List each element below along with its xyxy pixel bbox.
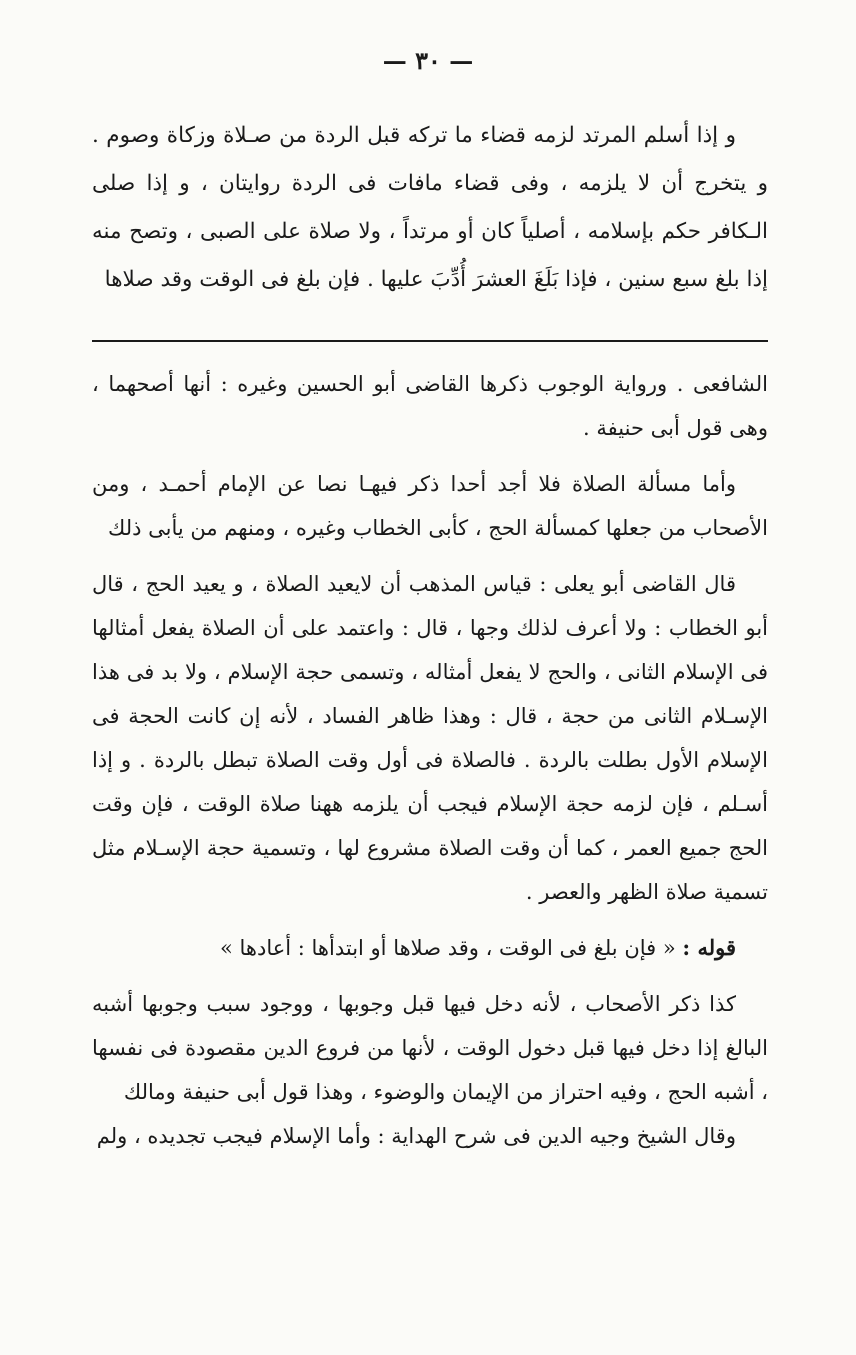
commentary-paragraph-3: قال القاضى أبو يعلى : قياس المذهب أن لايعيد الصلاة ، و يعيد الحج ، قال أبو الخطاب : ولا أعرف لذلك وجها ، قال : واعتمد على أن الصلاة يفعل أمثالها فى الإسلام الثانى ، والحج لا يفعل أمثاله ، وتسمى حجة الإسلام ، ولا بد فى هذا الإسـلام الثانى من حجة ، قال : وهذا ظاهر الفساد ، لأنه إن كانت الحجة فى الإسلام الأول بطلت بالردة . فالصلاة فى أول وقت الصلاة تبطل بالردة . و إذا أسـلم ، فإن لزمه حجة الإسلام فيجب أن يلزمه ههنا صلاة الوقت ، فإن وقت الحج جميع العمر ، كما أن وقت الصلاة مشروع لها ، وتسمية حجة الإسـلام مثل تسمية صلاة الظهر والعصر . [92, 572, 768, 904]
commentary-paragraph-1: الشافعى . ورواية الوجوب ذكرها القاضى أبو الحسين وغيره : أنها أصحهما ، وهى قول أبى حنيفة . [92, 372, 768, 440]
main-text-block [92, 112, 768, 304]
quote-label: قوله : [682, 935, 736, 960]
page-number: — ٣٠ — [382, 46, 474, 75]
commentary-block [92, 362, 768, 1158]
commentary-quote [92, 926, 768, 970]
quote-text: « فإن بلغ فى الوقت ، وقد صلاها أو ابتدأها : أعادها » [219, 936, 676, 960]
main-text-paragraph: و إذا أسلم المرتد لزمه قضاء ما تركه قبل الردة من صـلاة وزكاة وصوم . و يتخرج أن لا يلزمه ، وفى قضاء مافات فى الردة روايتان ، و إذا صلى الـكافر حكم بإسلامه ، أصلياً كان أو مرتداً ، ولا صلاة على الصبى ، وتصح منه إذا بلغ سبع سنين ، فإذا بَلَغَ العشرَ أُدِّبَ عليها . فإن بلغ فى الوقت وقد صلاها [92, 123, 768, 292]
commentary-paragraph-2: وأما مسألة الصلاة فلا أجد أحدا ذكر فيهـا نصا عن الإمام أحمـد ، ومن الأصحاب من جعلها كمسألة الحج ، كأبى الخطاب وغيره ، ومنهم من يأبى ذلك [92, 472, 768, 540]
commentary-paragraph-5: وقال الشيخ وجيه الدين فى شرح الهداية : وأما الإسلام فيجب تجديده ، ولم [96, 1124, 736, 1148]
commentary-paragraph-4: كذا ذكر الأصحاب ، لأنه دخل فيها قبل وجوبها ، ووجود سبب وجوبها أشبه البالغ إذا دخل فيها قبل دخول الوقت ، لأنها من فروع الدين مقصودة فى نفسها ، أشبه الحج ، وفيه احتراز من الإيمان والوضوء ، وهذا قول أبى حنيفة ومالك [92, 992, 768, 1104]
text-divider [92, 340, 768, 342]
